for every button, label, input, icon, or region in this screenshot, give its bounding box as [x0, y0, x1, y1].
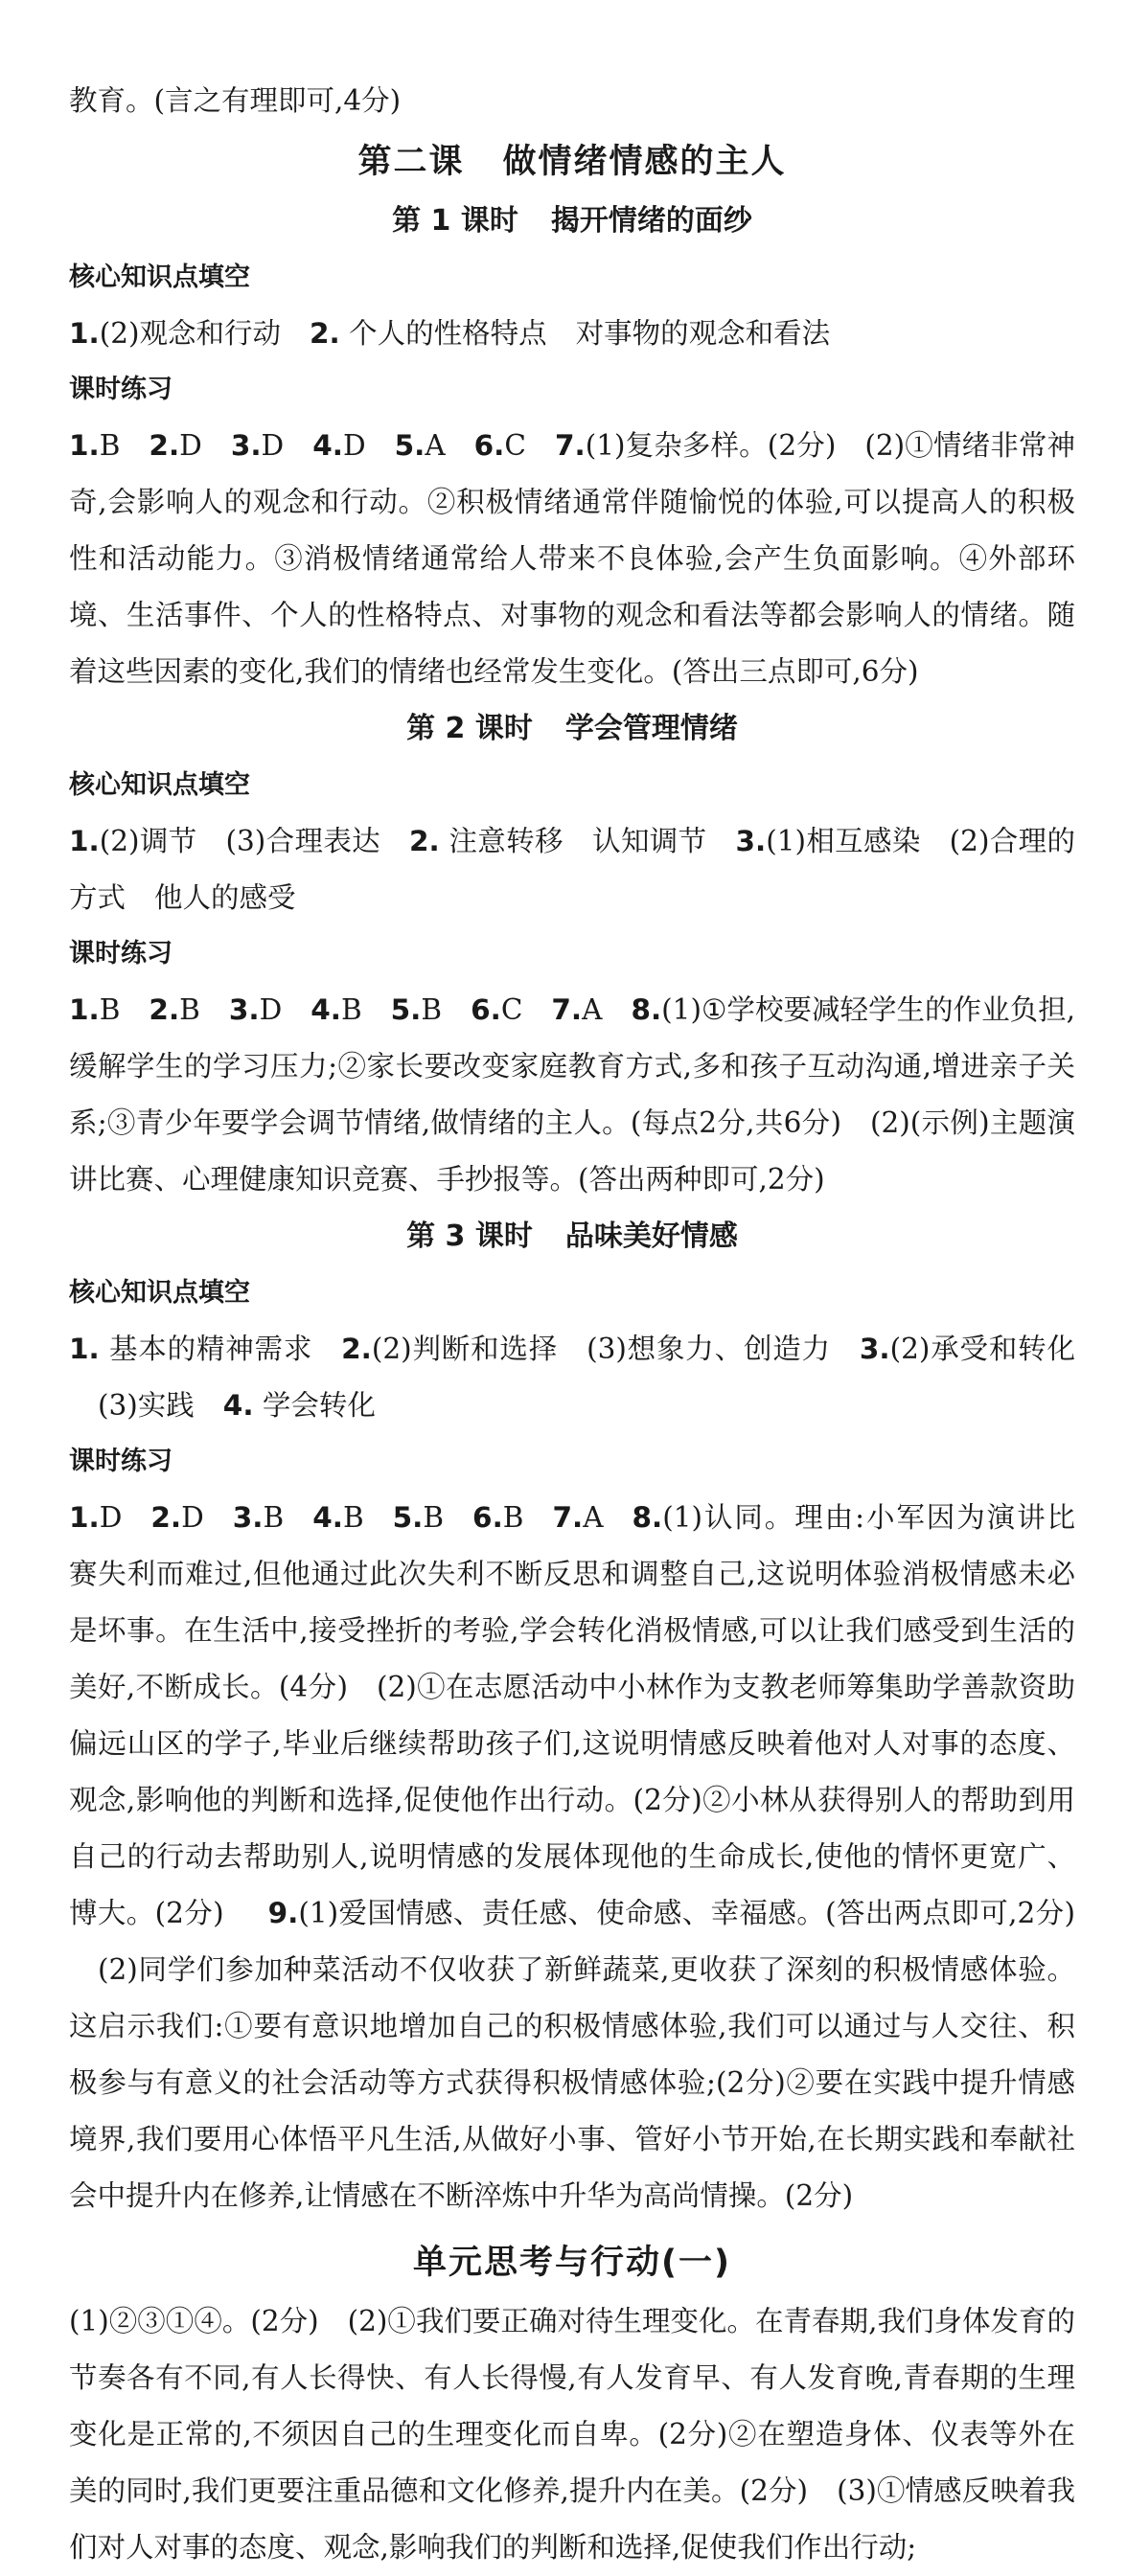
s1-a2: D: [179, 429, 202, 462]
s3-q9-num: 9.: [267, 1897, 299, 1929]
s2-q8-part2: (2)(示例)主题演讲比赛、心理健康知识竞赛、手抄报等。(答出两种即可,2分): [69, 1106, 1075, 1196]
s2-a4-num: 4.: [310, 993, 341, 1026]
section3-title-name: 品味美好情感: [564, 1220, 738, 1253]
section2-title-name: 学会管理情绪: [564, 712, 738, 745]
section1-practice-label: 课时练习: [69, 375, 172, 404]
s1-k2-text: 个人的性格特点: [349, 317, 547, 350]
section2-practice: [69, 982, 1075, 1208]
s3-a1: D: [99, 1501, 123, 1534]
section3-practice-label: 课时练习: [69, 1447, 172, 1476]
s1-a1-num: 1.: [69, 429, 100, 462]
section3-title-period: 第 3 课时: [406, 1220, 533, 1253]
s3-k1-a: 基本的精神需求: [108, 1333, 313, 1365]
unit-body: [69, 2293, 1075, 2576]
s2-a6-num: 6.: [471, 993, 501, 1026]
s3-a4: B: [342, 1501, 364, 1534]
s3-k2-b: (3)想象力、创造力: [586, 1333, 831, 1365]
s1-q7-part1: (1)复杂多样。(2分): [585, 429, 837, 462]
section1-title: [69, 193, 1075, 250]
lesson-title-name: 做情绪情感的主人: [502, 143, 787, 181]
s1-a6: C: [504, 429, 526, 462]
section3-title: [69, 1208, 1075, 1265]
s3-k3-b: (3)实践: [98, 1389, 195, 1422]
s3-a4-num: 4.: [312, 1501, 343, 1534]
lesson-title-number: 第二课: [357, 143, 465, 181]
s1-q7-num: 7.: [554, 429, 586, 462]
s2-k1-num: 1.: [69, 825, 100, 857]
s2-k3-a: (1)相互感染: [766, 825, 921, 857]
s3-a5: B: [423, 1501, 445, 1534]
s3-a7-num: 7.: [552, 1501, 584, 1534]
s1-k1-num: 1.: [69, 317, 100, 350]
s2-k3-num: 3.: [735, 825, 767, 857]
s3-k1-num: 1.: [69, 1333, 100, 1365]
s2-a5-num: 5.: [390, 993, 422, 1026]
s3-a2: D: [181, 1501, 204, 1534]
s1-a1: B: [99, 429, 121, 462]
s2-a1-num: 1.: [69, 993, 100, 1026]
s2-a3-num: 3.: [228, 993, 260, 1026]
s3-a1-num: 1.: [69, 1501, 100, 1534]
s3-k4-a: 学会转化: [262, 1389, 376, 1422]
s3-k3-num: 3.: [859, 1333, 890, 1365]
unit-part3: (3)①情感反映着我们对人对事的态度、观念,影响我们的判断和选择,促使我们作出行动;: [69, 2474, 1075, 2564]
s3-a3-num: 3.: [232, 1501, 264, 1534]
s1-k3-text: 对事物的观念和看法: [575, 317, 831, 350]
intro-line: 教育。(言之有理即可,4分): [69, 84, 402, 117]
section1-knowledge-label: 核心知识点填空: [69, 262, 250, 292]
s3-a2-num: 2.: [150, 1501, 182, 1534]
s1-a4: D: [342, 429, 366, 462]
lesson-title: [69, 131, 1075, 193]
s3-q9-part1: (1)爱国情感、责任感、使命感、幸福感。(答出两点即可,2分): [298, 1897, 1075, 1929]
s3-q9-part2: (2)同学们参加种菜活动不仅收获了新鲜蔬菜,更收获了深刻的积极情感体验。这启示我们:①要有意识地增加自己的积极情感体验,我们可以通过与人交往、积极参与有意义的社会活动等方式获得积极情感体验;(2分)②要在实践中提升情感境界,我们要用心体悟平凡生活,从做好小事、管好小节开始,在长期实践和奉献社会中提升内在修养,让情感在不断淬炼中升华为高尚情操。(2分): [69, 1953, 1075, 2212]
unit-part2: (2)①我们要正确对待生理变化。在青春期,我们身体发育的节奏各有不同,有人长得快、有人长得慢,有人发育早、有人发育晚,青春期的生理变化是正常的,不须因自己的生理变化而自卑。(2分)②在塑造身体、仪表等外在美的同时,我们更要注重品德和文化修养,提升内在美。(2分): [69, 2305, 1075, 2507]
s2-k3-b: (2)合理的方式: [69, 825, 1075, 914]
s2-q8-part1: (1)①学校要减轻学生的作业负担,缓解学生的学习压力;②家长要改变家庭教育方式,多和孩子互动沟通,增进亲子关系;③青少年要学会调节情绪,做情绪的主人。(每点2分,共6分): [69, 993, 1075, 1139]
section1-title-name: 揭开情绪的面纱: [550, 204, 752, 238]
s3-k4-num: 4.: [222, 1389, 254, 1422]
s1-q7-part2: (2)①情绪非常神奇,会影响人的观念和行动。②积极情绪通常伴随愉悦的体验,可以提高人的积极性和活动能力。③消极情绪通常给人带来不良体验,会产生负面影响。④外部环境、生活事件、个人的性格特点、对事物的观念和看法等都会影响人的情绪。随着这些因素的变化,我们的情绪也经常发生变化。(答出三点即可,6分): [69, 429, 1075, 688]
s2-k1-a: (2)调节: [99, 825, 197, 857]
s2-k2-a: 注意转移: [448, 825, 564, 857]
s3-a6: B: [502, 1501, 524, 1534]
s3-k2-num: 2.: [341, 1333, 372, 1365]
s3-a7: A: [583, 1501, 604, 1534]
s2-a7-num: 7.: [551, 993, 583, 1026]
section3-knowledge: [69, 1321, 1075, 1434]
section2-practice-label: 课时练习: [69, 939, 172, 969]
section1-knowledge: [69, 306, 1075, 362]
s1-k1-text: (2)观念和行动: [99, 317, 282, 350]
s1-a5: A: [425, 429, 446, 462]
s1-a5-num: 5.: [394, 429, 426, 462]
s2-k1-b: (3)合理表达: [225, 825, 380, 857]
section1-practice: [69, 418, 1075, 700]
s3-a5-num: 5.: [392, 1501, 424, 1534]
s2-k2-b: 认知调节: [591, 825, 707, 857]
s3-k3-a: (2)承受和转化: [889, 1333, 1075, 1365]
section3-knowledge-label: 核心知识点填空: [69, 1278, 250, 1308]
s2-a3: D: [259, 993, 283, 1026]
s3-k2-a: (2)判断和选择: [371, 1333, 559, 1365]
s2-k3-c: 他人的感受: [154, 881, 296, 914]
s2-a5: B: [421, 993, 443, 1026]
unit-title: 单元思考与行动(一): [413, 2244, 731, 2282]
section2-knowledge-label: 核心知识点填空: [69, 770, 250, 800]
s2-a2-num: 2.: [149, 993, 180, 1026]
s1-a4-num: 4.: [312, 429, 343, 462]
s2-a1: B: [99, 993, 121, 1026]
s3-a6-num: 6.: [472, 1501, 503, 1534]
s3-q8-part1: (1)认同。理由:小军因为演讲比赛失利而难过,但他通过此次失利不断反思和调整自己,这说明体验消极情感未必是坏事。在生活中,接受挫折的考验,学会转化消极情感,可以让我们感受到生活的美好,不断成长。(4分): [69, 1501, 1075, 1703]
s2-a6: C: [500, 993, 523, 1026]
s1-a3: D: [261, 429, 285, 462]
section3-practice: [69, 1490, 1075, 2224]
s2-k2-num: 2.: [409, 825, 440, 857]
unit-part1: (1)②③①④。(2分): [69, 2305, 319, 2337]
s3-a3: B: [263, 1501, 285, 1534]
s1-k2-num: 2.: [310, 317, 340, 350]
s1-a6-num: 6.: [473, 429, 505, 462]
s1-a3-num: 3.: [230, 429, 262, 462]
section2-title: [69, 700, 1075, 758]
section1-title-period: 第 1 课时: [392, 204, 518, 238]
s2-a7: A: [582, 993, 603, 1026]
s2-a4: B: [340, 993, 362, 1026]
section2-knowledge: [69, 813, 1075, 926]
s3-q8-num: 8.: [632, 1501, 663, 1534]
s2-q8-num: 8.: [631, 993, 662, 1026]
s1-a2-num: 2.: [149, 429, 180, 462]
s2-a2: B: [179, 993, 200, 1026]
section2-title-period: 第 2 课时: [406, 712, 533, 745]
s3-q8-part2: (2)①在志愿活动中小林作为支教老师筹集助学善款资助偏远山区的学子,毕业后继续帮助孩子们,这说明情感反映着他对人对事的态度、观念,影响他的判断和选择,促使他作出行动。(2分)②小林从获得别人的帮助到用自己的行动去帮助别人,说明情感的发展体现他的生命成长,使他的情怀更宽广、博大。(2分): [69, 1671, 1075, 1929]
